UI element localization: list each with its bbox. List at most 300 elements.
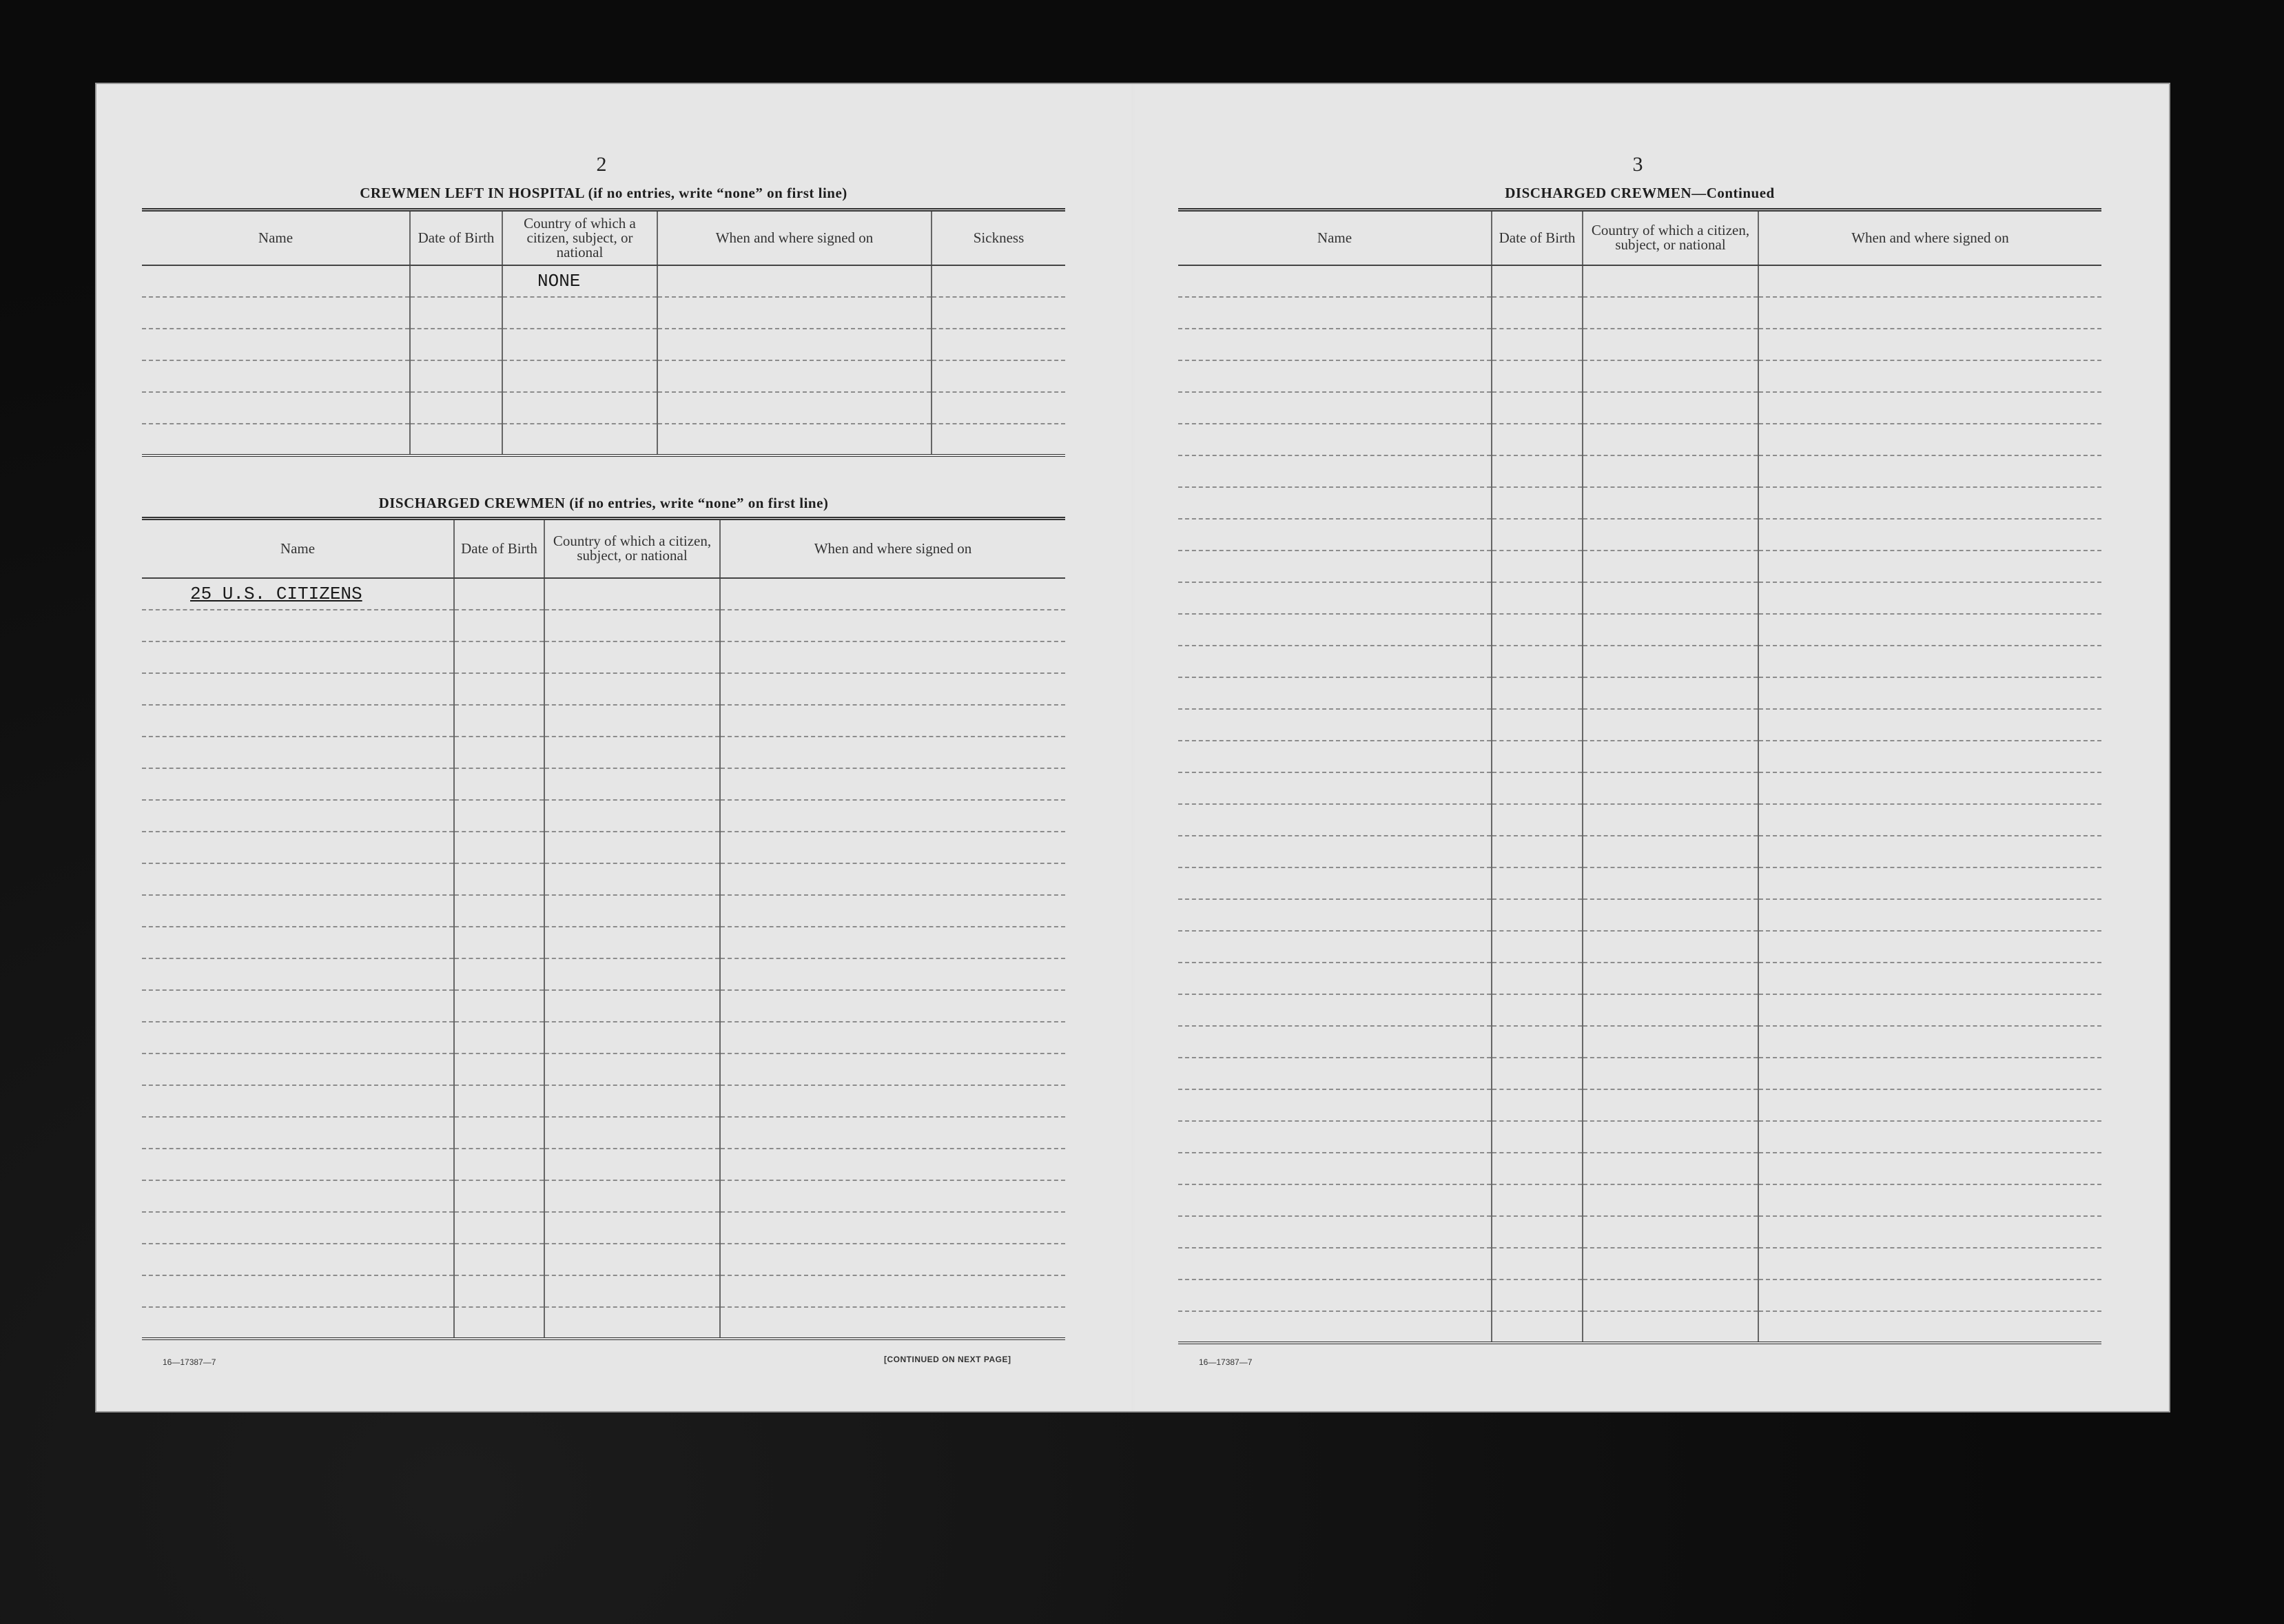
table-cell xyxy=(1492,741,1583,772)
table-cell xyxy=(1758,265,2101,297)
table-cell xyxy=(1492,424,1583,455)
table-cell xyxy=(142,1085,454,1117)
table-row xyxy=(1178,709,2101,741)
table-cell xyxy=(1758,487,2101,519)
table-cell xyxy=(720,1022,1065,1053)
table-row xyxy=(142,297,1065,329)
table-cell xyxy=(1178,867,1492,899)
table-cell xyxy=(1492,265,1583,297)
table-row xyxy=(1178,297,2101,329)
table-row xyxy=(1178,265,2101,297)
table-cell xyxy=(1583,1311,1758,1343)
table-cell xyxy=(1178,1311,1492,1343)
table-row xyxy=(1178,551,2101,582)
table-row xyxy=(142,863,1065,895)
table-cell xyxy=(720,958,1065,990)
table-cell xyxy=(410,329,502,360)
table-cell xyxy=(142,265,410,297)
table-cell xyxy=(1492,297,1583,329)
table-cell xyxy=(454,958,544,990)
table-cell xyxy=(1492,519,1583,551)
table-cell xyxy=(1758,1026,2101,1058)
table-cell xyxy=(544,1085,720,1117)
table-cell: NONE xyxy=(502,265,657,297)
table-cell xyxy=(454,1212,544,1244)
table-row xyxy=(142,1117,1065,1149)
table-cell xyxy=(502,392,657,424)
table-cell xyxy=(142,1022,454,1053)
table-cell xyxy=(544,832,720,863)
table-cell xyxy=(720,863,1065,895)
table-row xyxy=(142,424,1065,455)
center-fold xyxy=(1132,84,1134,1411)
table-row xyxy=(142,800,1065,832)
table-row xyxy=(1178,899,2101,931)
page-number-left: 2 xyxy=(596,153,607,176)
table-cell xyxy=(1758,867,2101,899)
table-cell xyxy=(454,927,544,958)
table-row xyxy=(1178,1026,2101,1058)
table-cell xyxy=(1492,994,1583,1026)
table-cell xyxy=(454,705,544,737)
table-cell xyxy=(720,578,1065,610)
table-cell xyxy=(657,392,932,424)
table-cell xyxy=(454,800,544,832)
table-cell xyxy=(502,329,657,360)
table-cell xyxy=(1583,455,1758,487)
table-cell xyxy=(454,1117,544,1149)
table-cell xyxy=(410,392,502,424)
table-cell xyxy=(1178,963,1492,994)
table-cell xyxy=(720,737,1065,768)
table-row xyxy=(1178,1279,2101,1311)
table-cell xyxy=(1492,1216,1583,1248)
table-cell xyxy=(1583,487,1758,519)
table-cell xyxy=(1758,709,2101,741)
table-row xyxy=(1178,1184,2101,1216)
table-row xyxy=(1178,963,2101,994)
table-cell xyxy=(1492,963,1583,994)
table-row xyxy=(1178,487,2101,519)
form-code-left: 16—17387—7 xyxy=(163,1357,216,1367)
table-cell xyxy=(142,927,454,958)
table-row xyxy=(1178,741,2101,772)
table-cell xyxy=(720,1117,1065,1149)
table-cell xyxy=(1758,297,2101,329)
table-cell xyxy=(1758,677,2101,709)
table-cell xyxy=(1492,709,1583,741)
table-cell xyxy=(1758,519,2101,551)
table-cell xyxy=(1583,963,1758,994)
table-cell xyxy=(1492,551,1583,582)
table-row xyxy=(142,392,1065,424)
discharged-col-signed-on: When and where signed on xyxy=(720,519,1065,578)
table-cell xyxy=(454,990,544,1022)
table-cell xyxy=(1492,677,1583,709)
table-cell xyxy=(454,863,544,895)
table-cell xyxy=(544,1244,720,1275)
table-cell xyxy=(454,768,544,800)
table-cell xyxy=(410,360,502,392)
form-code-right: 16—17387—7 xyxy=(1199,1357,1253,1367)
table-cell xyxy=(142,958,454,990)
table-cell xyxy=(1758,994,2101,1026)
table-cell xyxy=(454,1149,544,1180)
table-cell xyxy=(142,895,454,927)
table-cell xyxy=(1583,360,1758,392)
table-row xyxy=(142,958,1065,990)
table-cell xyxy=(720,1212,1065,1244)
table-cell xyxy=(1758,646,2101,677)
table-row xyxy=(142,1022,1065,1053)
table-cell xyxy=(657,329,932,360)
table-cell xyxy=(502,424,657,455)
table-cell xyxy=(1178,646,1492,677)
table-cell xyxy=(142,610,454,641)
table-cell xyxy=(1583,1216,1758,1248)
table-cell xyxy=(720,768,1065,800)
page-number-right: 3 xyxy=(1632,153,1643,176)
hospital-header-row xyxy=(142,210,1065,265)
table-cell xyxy=(1583,329,1758,360)
table-cell xyxy=(1492,804,1583,836)
table-cell xyxy=(1178,614,1492,646)
table-cell xyxy=(410,297,502,329)
table-cell xyxy=(720,1053,1065,1085)
document-spread xyxy=(96,84,2169,1411)
table-row xyxy=(142,329,1065,360)
table-cell xyxy=(1492,1184,1583,1216)
table-cell xyxy=(454,673,544,705)
table-cell xyxy=(1178,836,1492,867)
table-row xyxy=(142,578,1065,610)
table-row xyxy=(142,360,1065,392)
table-cell xyxy=(1492,1153,1583,1184)
table-cell xyxy=(142,673,454,705)
table-cell xyxy=(142,424,410,455)
table-cell xyxy=(544,927,720,958)
table-row xyxy=(142,1180,1065,1212)
table-row xyxy=(1178,614,2101,646)
table-cell xyxy=(720,1244,1065,1275)
table-cell xyxy=(1583,614,1758,646)
table-cell xyxy=(1758,772,2101,804)
table-cell xyxy=(1758,931,2101,963)
table-cell xyxy=(1492,836,1583,867)
table-row xyxy=(142,1275,1065,1307)
table-cell xyxy=(1492,1058,1583,1089)
table-cell xyxy=(142,1180,454,1212)
table-cell xyxy=(1492,1248,1583,1279)
table-cell xyxy=(142,641,454,673)
table-cell xyxy=(142,832,454,863)
table-cell xyxy=(1178,1121,1492,1153)
table-row xyxy=(1178,994,2101,1026)
table-cell xyxy=(1583,297,1758,329)
table-cell xyxy=(1583,1153,1758,1184)
table-cell xyxy=(1758,1089,2101,1121)
table-cell xyxy=(1178,1279,1492,1311)
table-cell xyxy=(932,265,1065,297)
table-cell xyxy=(1758,963,2101,994)
table-cell xyxy=(657,424,932,455)
discharged-col-country: Country of which a citizen, subject, or national xyxy=(544,519,720,578)
hospital-heading-title: CREWMEN LEFT IN HOSPITAL xyxy=(360,185,584,201)
table-cell xyxy=(454,1275,544,1307)
table-cell xyxy=(1178,519,1492,551)
table-cell xyxy=(932,360,1065,392)
table-cell xyxy=(1492,1121,1583,1153)
table-cell xyxy=(1583,1248,1758,1279)
table-row xyxy=(142,927,1065,958)
table-cell xyxy=(720,1085,1065,1117)
table-cell xyxy=(454,1085,544,1117)
table-row xyxy=(1178,1121,2101,1153)
table-cell xyxy=(454,578,544,610)
table-row xyxy=(1178,455,2101,487)
table-row xyxy=(1178,867,2101,899)
continued-col-name: Name xyxy=(1178,210,1492,265)
table-cell xyxy=(1583,931,1758,963)
table-cell xyxy=(1178,804,1492,836)
table-cell xyxy=(142,392,410,424)
table-row xyxy=(1178,772,2101,804)
table-row xyxy=(1178,582,2101,614)
table-cell xyxy=(720,1149,1065,1180)
table-cell xyxy=(454,1307,544,1339)
table-cell xyxy=(142,297,410,329)
table-row xyxy=(1178,1216,2101,1248)
table-cell xyxy=(544,1053,720,1085)
table-cell xyxy=(1583,1184,1758,1216)
table-cell xyxy=(142,737,454,768)
table-cell xyxy=(1583,392,1758,424)
table-cell xyxy=(1492,487,1583,519)
table-cell xyxy=(1178,297,1492,329)
table-cell xyxy=(1492,772,1583,804)
table-row xyxy=(1178,519,2101,551)
table-row xyxy=(1178,1058,2101,1089)
table-row xyxy=(142,1307,1065,1339)
table-cell xyxy=(410,265,502,297)
table-cell xyxy=(720,895,1065,927)
table-row xyxy=(142,1244,1065,1275)
table-cell xyxy=(1178,709,1492,741)
table-cell xyxy=(454,1244,544,1275)
table-cell xyxy=(454,1053,544,1085)
table-cell xyxy=(720,1307,1065,1339)
table-row xyxy=(142,832,1065,863)
table-cell xyxy=(932,297,1065,329)
table-cell xyxy=(1178,1248,1492,1279)
hospital-heading-instruction: (if no entries, write “none” on first line) xyxy=(588,185,847,201)
table-cell xyxy=(932,329,1065,360)
table-cell xyxy=(720,1275,1065,1307)
table-cell xyxy=(1492,899,1583,931)
table-cell xyxy=(454,832,544,863)
table-cell xyxy=(1758,741,2101,772)
table-cell xyxy=(142,1212,454,1244)
table-row xyxy=(1178,329,2101,360)
table-row xyxy=(142,990,1065,1022)
hospital-heading xyxy=(142,185,1065,202)
table-cell xyxy=(544,895,720,927)
table-cell xyxy=(1583,677,1758,709)
table-cell: 25 U.S. CITIZENS xyxy=(142,578,454,610)
continued-col-country: Country of which a citizen, subject, or national xyxy=(1583,210,1758,265)
hospital-col-country: Country of which a citizen, subject, or national xyxy=(502,210,657,265)
continued-col-signed-on: When and where signed on xyxy=(1758,210,2101,265)
table-cell xyxy=(1758,1216,2101,1248)
table-row xyxy=(1178,392,2101,424)
table-cell xyxy=(454,610,544,641)
table-cell xyxy=(544,737,720,768)
table-cell xyxy=(1492,646,1583,677)
discharged-heading-title: DISCHARGED CREWMEN xyxy=(378,495,566,511)
table-row xyxy=(1178,1153,2101,1184)
table-cell xyxy=(720,927,1065,958)
table-cell xyxy=(1583,424,1758,455)
table-cell xyxy=(1178,455,1492,487)
table-cell xyxy=(720,610,1065,641)
table-cell xyxy=(720,1180,1065,1212)
table-row xyxy=(142,610,1065,641)
table-cell xyxy=(1178,772,1492,804)
table-cell xyxy=(1758,455,2101,487)
table-cell xyxy=(932,424,1065,455)
table-cell xyxy=(1758,804,2101,836)
table-cell xyxy=(1758,614,2101,646)
table-cell xyxy=(1583,1026,1758,1058)
table-cell xyxy=(1583,804,1758,836)
table-row xyxy=(142,895,1065,927)
table-cell xyxy=(142,329,410,360)
table-cell xyxy=(544,1022,720,1053)
table-cell xyxy=(1583,836,1758,867)
table-cell xyxy=(1178,899,1492,931)
discharged-table xyxy=(142,517,1065,1340)
table-cell xyxy=(142,1275,454,1307)
table-cell xyxy=(142,1244,454,1275)
table-cell xyxy=(1492,1311,1583,1343)
table-cell xyxy=(1758,424,2101,455)
table-cell xyxy=(1758,392,2101,424)
table-cell xyxy=(544,1117,720,1149)
table-cell xyxy=(657,297,932,329)
table-cell xyxy=(502,360,657,392)
table-row xyxy=(1178,424,2101,455)
table-cell xyxy=(1758,582,2101,614)
table-cell xyxy=(1758,836,2101,867)
continued-col-dob: Date of Birth xyxy=(1492,210,1583,265)
table-cell xyxy=(1583,1058,1758,1089)
table-cell xyxy=(1492,582,1583,614)
table-cell xyxy=(410,424,502,455)
hospital-col-sickness: Sickness xyxy=(932,210,1065,265)
table-cell xyxy=(544,768,720,800)
table-cell xyxy=(1758,1311,2101,1343)
table-row xyxy=(1178,931,2101,963)
table-cell xyxy=(1492,1026,1583,1058)
table-cell xyxy=(544,641,720,673)
table-cell xyxy=(502,297,657,329)
table-cell xyxy=(142,1149,454,1180)
hospital-col-dob: Date of Birth xyxy=(410,210,502,265)
table-cell xyxy=(454,737,544,768)
table-cell xyxy=(142,1307,454,1339)
table-cell xyxy=(1178,994,1492,1026)
table-cell xyxy=(1758,1248,2101,1279)
table-cell xyxy=(1492,360,1583,392)
table-cell xyxy=(657,360,932,392)
table-cell xyxy=(544,610,720,641)
table-row xyxy=(1178,1089,2101,1121)
discharged-continued-table xyxy=(1178,208,2101,1344)
table-cell xyxy=(720,673,1065,705)
table-cell xyxy=(454,1022,544,1053)
table-cell xyxy=(1178,1153,1492,1184)
table-cell xyxy=(544,1307,720,1339)
table-cell xyxy=(142,863,454,895)
table-cell xyxy=(1178,1058,1492,1089)
discharged-continued-heading: DISCHARGED CREWMEN—Continued xyxy=(1505,185,1775,201)
table-cell xyxy=(1583,582,1758,614)
table-row xyxy=(142,768,1065,800)
table-cell xyxy=(454,641,544,673)
table-cell xyxy=(142,768,454,800)
table-cell xyxy=(1583,519,1758,551)
table-cell xyxy=(142,1053,454,1085)
table-cell xyxy=(1492,931,1583,963)
discharged-col-dob: Date of Birth xyxy=(454,519,544,578)
table-cell xyxy=(1178,677,1492,709)
table-cell xyxy=(544,1212,720,1244)
table-row xyxy=(142,705,1065,737)
table-cell xyxy=(1492,1279,1583,1311)
table-cell xyxy=(544,958,720,990)
table-cell xyxy=(1492,614,1583,646)
table-row xyxy=(142,1212,1065,1244)
table-cell xyxy=(454,1180,544,1212)
hospital-col-signed-on: When and where signed on xyxy=(657,210,932,265)
table-cell xyxy=(544,1180,720,1212)
hospital-col-name: Name xyxy=(142,210,410,265)
table-cell xyxy=(1583,1089,1758,1121)
table-cell xyxy=(720,832,1065,863)
table-cell xyxy=(1583,1279,1758,1311)
table-cell xyxy=(1583,265,1758,297)
table-row xyxy=(1178,646,2101,677)
table-cell xyxy=(1583,646,1758,677)
table-cell xyxy=(1758,1153,2101,1184)
table-row xyxy=(1178,804,2101,836)
discharged-header-row xyxy=(142,519,1065,578)
table-row xyxy=(142,673,1065,705)
table-cell xyxy=(1492,867,1583,899)
table-cell xyxy=(1178,360,1492,392)
continued-header-row xyxy=(1178,210,2101,265)
table-cell xyxy=(1583,709,1758,741)
discharged-heading-instruction: (if no entries, write “none” on first line) xyxy=(569,495,829,511)
table-row xyxy=(142,265,1065,297)
table-cell xyxy=(1583,551,1758,582)
table-cell xyxy=(1178,424,1492,455)
table-row xyxy=(1178,677,2101,709)
table-cell xyxy=(544,705,720,737)
table-cell xyxy=(720,641,1065,673)
table-cell xyxy=(1758,1184,2101,1216)
table-cell xyxy=(1758,329,2101,360)
